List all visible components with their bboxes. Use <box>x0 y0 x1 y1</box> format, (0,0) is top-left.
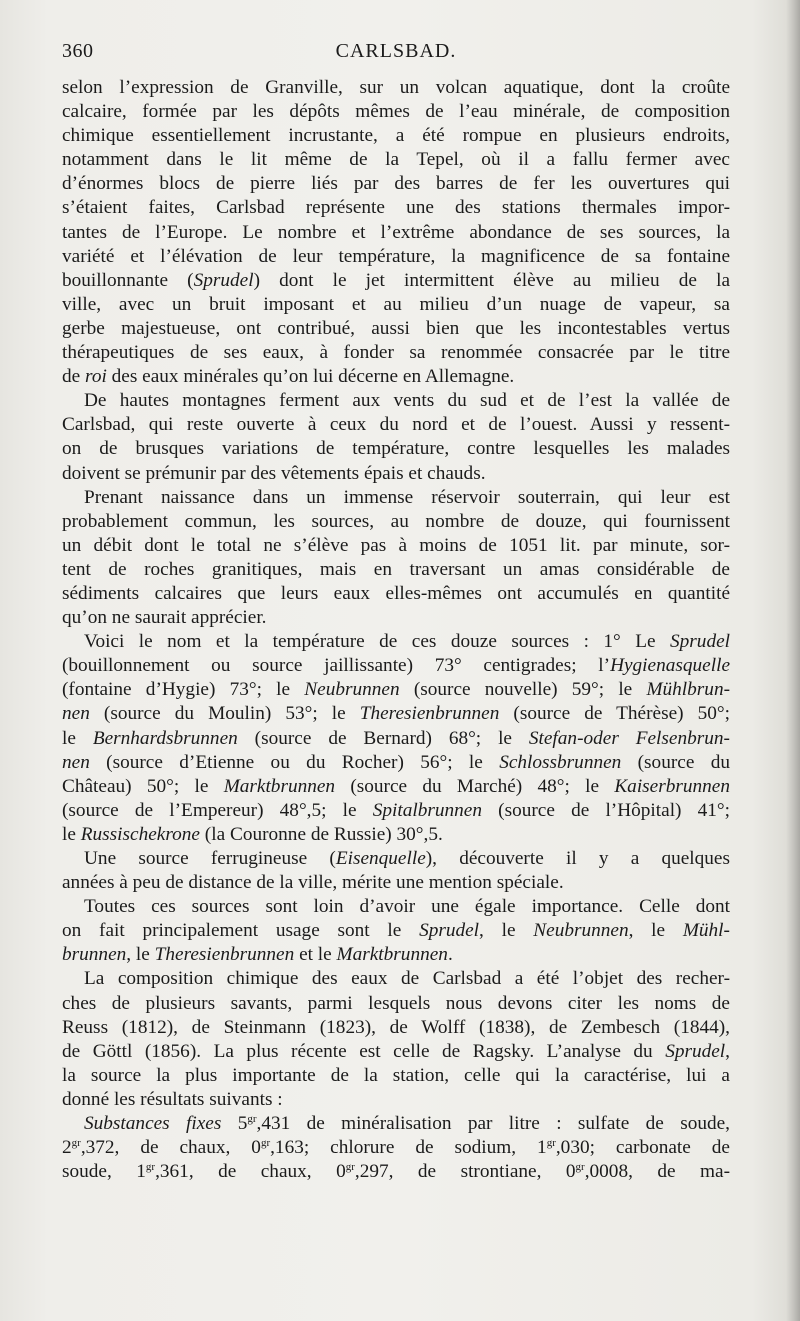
italic-term: Substances fixes <box>84 1113 222 1135</box>
text-run: , le <box>628 920 683 942</box>
text-line <box>62 1016 730 1040</box>
text-run: thérapeutiques de ses eaux, à fonder sa renommée consacrée par le titre <box>62 342 730 364</box>
text-run: , <box>725 1040 730 1062</box>
italic-term: Sprudel <box>419 920 480 942</box>
text-line <box>62 341 730 365</box>
page-number: 360 <box>62 40 94 62</box>
italic-term: Eisenquelle <box>335 848 426 869</box>
text-run: (source d’Etienne ou du Rocher) 56°; le <box>89 751 500 773</box>
text-line <box>62 582 730 606</box>
text-line <box>62 558 730 582</box>
text-run: ,431 de minéralisation par litre : sulfate de soude, <box>256 1113 731 1135</box>
text-line <box>62 221 730 245</box>
text-run: tent de roches granitiques, mais en traversant un amas considérable de <box>62 558 730 580</box>
italic-term: Neubrunnen <box>533 920 629 942</box>
text-run: bouillonnante ( <box>62 269 194 291</box>
text-line <box>62 124 730 148</box>
text-line <box>62 486 730 510</box>
text-run: la source la plus importante de la station, celle qui la caractérise, lui a <box>62 1064 730 1086</box>
body-text <box>62 76 730 1184</box>
text-line <box>62 76 730 100</box>
text-line <box>62 654 730 678</box>
text-run: des eaux minérales qu’on lui décerne en Allemagne. <box>106 366 515 388</box>
italic-term: Neubrunnen <box>304 679 400 701</box>
text-run: 5 <box>221 1113 248 1135</box>
text-line <box>62 172 730 196</box>
unit-superscript: gr <box>575 1161 585 1174</box>
italic-term: Mühl- <box>682 920 730 942</box>
text-run: donné les résultats suivants : <box>62 1088 283 1110</box>
text-run: (la Couronne de Russie) 30°,5. <box>199 823 443 845</box>
text-run: doivent se prémunir par des vêtements épais et chauds. <box>62 462 486 484</box>
text-run: années à peu de distance de la ville, mérite une mention spéciale. <box>62 872 564 894</box>
text-line <box>62 365 730 389</box>
text-line <box>62 871 730 895</box>
italic-term: Mühlbrun- <box>646 679 730 701</box>
text-line <box>62 799 730 823</box>
text-run: soude, 1 <box>62 1161 146 1183</box>
text-run: (source du Moulin) 53°; le <box>89 703 360 725</box>
text-line <box>62 317 730 341</box>
text-line <box>62 1112 730 1136</box>
text-run: (source de l’Hôpital) 41°; <box>482 799 730 821</box>
text-run: Une source ferrugineuse ( <box>84 848 336 869</box>
text-run: Toutes ces sources sont loin d’avoir une égale importance. Celle dont <box>84 896 730 918</box>
text-run: ,372, de chaux, 0 <box>80 1137 261 1159</box>
text-run: Château) 50°; le <box>62 775 224 797</box>
text-run: ) dont le jet intermittent élève au milieu de la <box>253 269 730 291</box>
text-run: (bouillonnement ou source jaillissante) 73° centigrades; l’ <box>62 655 611 677</box>
running-title: CARLSBAD. <box>335 40 457 62</box>
text-run: le <box>62 823 81 845</box>
text-line <box>62 1136 730 1160</box>
unit-superscript: gr <box>145 1161 156 1174</box>
text-run: un débit dont le total ne s’élève pas à moins de 1051 lit. par minute, sor- <box>62 534 730 556</box>
text-run: ,030; carbonate de <box>555 1137 730 1159</box>
italic-term: roi <box>85 366 107 388</box>
italic-term: Sprudel <box>193 269 254 291</box>
text-run: et le <box>294 944 337 966</box>
italic-term: Hygienasquelle <box>610 655 730 677</box>
text-line <box>62 919 730 943</box>
italic-term: Russischekrone <box>80 823 200 845</box>
italic-term: Theresienbrunnen <box>359 703 500 725</box>
text-line <box>62 727 730 751</box>
text-run: (source de Thérèse) 50°; <box>499 703 730 725</box>
text-run: ches de plusieurs savants, parmi lesquels nous devons citer les noms de <box>62 992 730 1014</box>
text-run: calcaire, formée par les dépôts mêmes de l’eau minérale, de composition <box>62 101 730 123</box>
text-line <box>62 943 730 967</box>
text-run: ,361, de chaux, 0 <box>155 1161 346 1183</box>
text-line <box>62 534 730 558</box>
text-line <box>62 389 730 413</box>
italic-term: Kaiserbrunnen <box>614 775 730 797</box>
text-line <box>62 245 730 269</box>
unit-superscript: gr <box>71 1137 81 1150</box>
text-run: Prenant naissance dans un immense réservoir souterrain, qui leur est <box>84 486 730 508</box>
text-line <box>62 751 730 775</box>
text-run: (source nouvelle) 59°; le <box>399 679 647 701</box>
text-run: le <box>62 727 93 749</box>
text-run: (fontaine d’Hygie) 73°; le <box>62 679 305 701</box>
text-line <box>62 293 730 317</box>
text-line <box>62 823 730 847</box>
text-run: ville, avec un bruit imposant et au milieu d’un nuage de vapeur, sa <box>62 293 730 315</box>
text-run: Carlsbad, qui reste ouverte à ceux du nord et de l’ouest. Aussi y ressent- <box>62 414 730 436</box>
italic-term: nen <box>62 751 90 773</box>
text-run: variété et l’élévation de leur température, la magnificence de sa fontaine <box>62 245 730 267</box>
text-line <box>62 775 730 799</box>
italic-term: nen <box>62 703 90 725</box>
text-run: de Göttl (1856). La plus récente est celle de Ragsky. L’analyse du <box>62 1040 666 1062</box>
text-run: ,0008, de ma- <box>584 1161 730 1183</box>
italic-term: Marktbrunnen <box>223 775 336 797</box>
text-line <box>62 1040 730 1064</box>
text-run: . <box>447 944 453 966</box>
text-line <box>62 462 730 486</box>
text-line <box>62 606 730 630</box>
text-run: on de brusques variations de température, contre lesquelles les malades <box>62 438 730 460</box>
text-run: (source du <box>621 751 730 773</box>
text-line <box>62 630 730 654</box>
text-line <box>62 992 730 1016</box>
text-line <box>62 702 730 726</box>
text-line <box>62 678 730 702</box>
text-run: (source de Bernard) 68°; le <box>237 727 529 749</box>
unit-superscript: gr <box>345 1161 355 1174</box>
page-edge-shadow <box>786 0 800 1321</box>
italic-term: Stefan-oder Felsenbrun- <box>528 727 730 749</box>
italic-term: Sprudel <box>670 631 730 653</box>
text-run: 2 <box>62 1137 72 1159</box>
text-line <box>62 100 730 124</box>
text-line <box>62 269 730 293</box>
text-run: , le <box>479 920 534 942</box>
page-header <box>62 40 730 70</box>
text-line <box>62 413 730 437</box>
text-line <box>62 967 730 991</box>
unit-superscript: gr <box>260 1137 271 1150</box>
text-run: qu’on ne saurait apprécier. <box>62 607 267 629</box>
text-run: De hautes montagnes ferment aux vents du sud et de l’est la vallée de <box>84 390 730 412</box>
text-run: gerbe majestueuse, ont contribué, aussi bien que les incontestables vertus <box>62 317 730 339</box>
text-run: notamment dans le lit même de la Tepel, où il a fallu fermer avec <box>62 149 730 171</box>
italic-term: Bernhardsbrunnen <box>92 727 238 749</box>
italic-term: Theresienbrunnen <box>154 944 295 966</box>
text-run: d’énormes blocs de pierre liés par des barres de fer les ouvertures qui <box>62 173 730 195</box>
text-run: Reuss (1812), de Steinmann (1823), de Wolff (1838), de Zembesch (1844), <box>62 1016 730 1038</box>
text-run: Voici le nom et la température de ces douze sources : 1° Le <box>84 631 671 653</box>
text-run: ,297, de strontiane, 0 <box>354 1161 576 1183</box>
text-run: on fait principalement usage sont le <box>62 920 420 942</box>
text-run: chimique essentiellement incrustante, a été rompue en plusieurs endroits, <box>62 125 730 147</box>
italic-term: brunnen <box>62 944 127 966</box>
italic-term: Sprudel <box>665 1040 726 1062</box>
text-run: tantes de l’Europe. Le nombre et l’extrême abondance de ses sources, la <box>62 221 730 243</box>
unit-superscript: gr <box>247 1113 257 1126</box>
text-line <box>62 437 730 461</box>
text-run: (source de l’Empereur) 48°,5; le <box>62 799 373 821</box>
unit-superscript: gr <box>546 1137 556 1150</box>
text-run: probablement commun, les sources, au nombre de douze, qui fournissent <box>62 510 730 532</box>
text-run: (source du Marché) 48°; le <box>335 775 615 797</box>
italic-term: Schlossbrunnen <box>499 751 622 773</box>
text-line <box>62 1088 730 1112</box>
text-line <box>62 895 730 919</box>
text-line <box>62 148 730 172</box>
text-run: selon l’expression de Granville, sur un volcan aquatique, dont la croûte <box>62 77 730 98</box>
text-line <box>62 847 730 871</box>
text-run: La composition chimique des eaux de Carlsbad a été l’objet des recher- <box>84 968 730 990</box>
text-run: de <box>62 366 86 388</box>
text-run: ,163; chlorure de sodium, 1 <box>270 1137 547 1159</box>
text-line <box>62 1160 730 1184</box>
italic-term: Marktbrunnen <box>336 944 448 966</box>
text-run: ), découverte il y a quelques <box>425 848 730 869</box>
text-line <box>62 510 730 534</box>
text-line <box>62 1064 730 1088</box>
text-line <box>62 196 730 220</box>
text-run: s’étaient faites, Carlsbad représente une des stations thermales impor- <box>62 197 730 219</box>
text-run: , le <box>126 944 155 966</box>
text-run: sédiments calcaires que leurs eaux elles-mêmes ont accumulés en quantité <box>62 582 730 604</box>
italic-term: Spitalbrunnen <box>372 799 482 821</box>
